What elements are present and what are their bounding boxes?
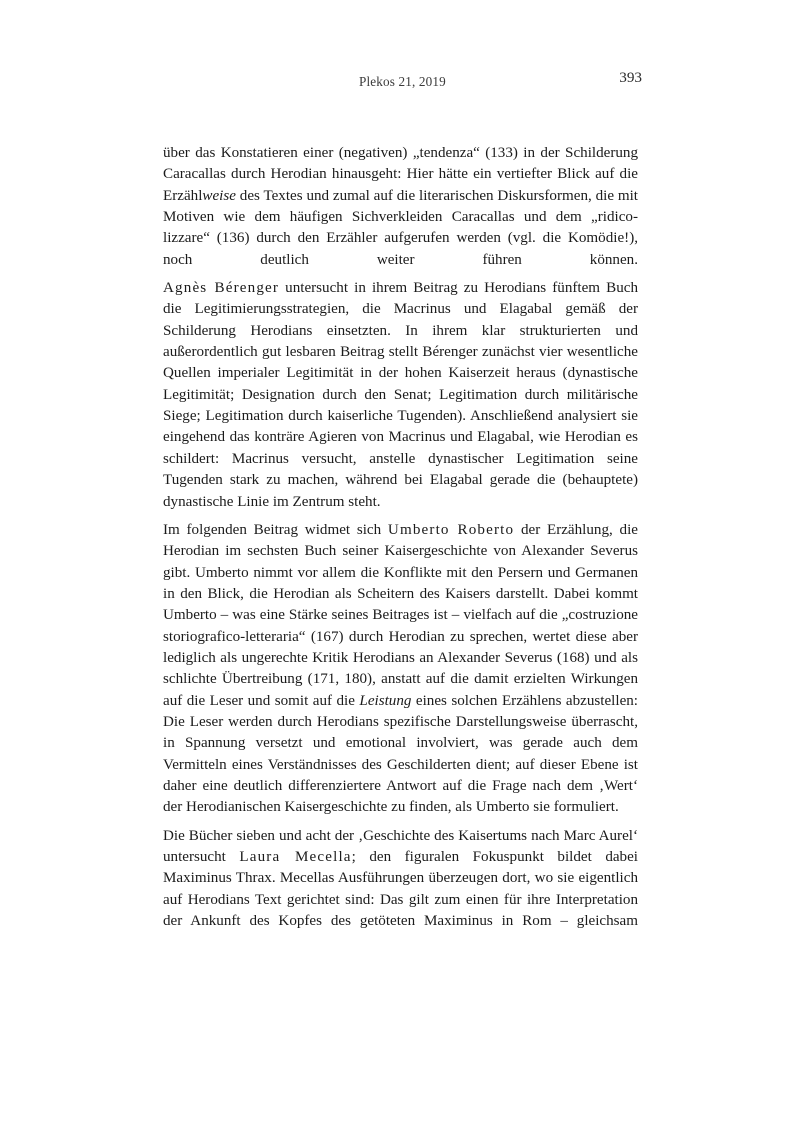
running-head — [163, 69, 642, 94]
paragraph: über das Konstatieren einer (negativen) „tendenza“ (133) in der Schilderung Caracallas durch Herodian hinausgeht: Hier hätte ein vertiefter Blick auf die Erzählweise des Textes und zumal auf die literarischen Diskursformen, die mit Motiven wie dem häufigen Sichverkleiden Caracallas und dem „ridico-lizzare“ (136) durch den Erzähler aufgerufen werden (vgl. die Komödie!), noch deutlich weiter führen können. — [163, 145, 638, 268]
running-head-journal: Plekos 21, 2019 — [359, 74, 446, 89]
body-text-block — [163, 143, 638, 932]
page-number: 393 — [619, 69, 642, 86]
paragraph: Agnès Bérenger untersucht in ihrem Beitrag zu Herodians fünftem Buch die Legitimierungsstrategien, die Macrinus und Elagabal gemäß der Schilderung Herodians einsetzten. In ihrem klar strukturierten und außerordentlich gut lesbaren Beitrag stellt Bérenger zunächst vier wesentliche Quellen imperialer Legitimität in der hohen Kaiserzeit heraus (dynastische Legitimität; Designation durch den Senat; Legitimation durch militärische Siege; Legitimation durch kaiserliche Tugenden). Anschließend analysiert sie eingehend das konträre Agieren von Macrinus und Elagabal, wie Herodian es schildert: Macrinus versucht, anstelle dynastischer Legitimation seine Tugenden stark zu machen, während bei Elagabal gerade die (behauptete) dynastische Linie im Zentrum steht. — [163, 280, 638, 510]
paragraph: Die Bücher sieben und acht der ‚Geschichte des Kaisertums nach Marc Aurel‘ untersucht Laura Mecella; den figuralen Fokuspunkt bildet dabei Maximinus Thrax. Mecellas Ausführungen überzeugen dort, wo sie eigentlich auf Herodians Text gerichtet sind: Das gilt zum einen für ihre Interpretation der Ankunft des Kopfes des getöteten Maximinus in Rom – gleichsam — [163, 827, 638, 930]
paragraph: Im folgenden Beitrag widmet sich Umberto Roberto der Erzählung, die Herodian im sechsten Buch seiner Kaisergeschichte von Alexander Severus gibt. Umberto nimmt vor allem die Konflikte mit den Persern und Germanen in den Blick, die Herodian als Scheitern des Kaisers darstellt. Dabei kommt Umberto – was eine Stärke seines Beitrages ist – vielfach auf die „costruzione storiografico-letteraria“ (167) durch Herodian zu sprechen, wertet diese aber lediglich als ungerechte Kritik Herodians an Alexander Severus (168) und als schlichte Übertreibung (171, 180), anstatt auf die damit erzielten Wirkungen auf die Leser und somit auf die Leistung eines solchen Erzählens abzustellen: Die Leser werden durch Herodians spezifische Darstellungsweise überrascht, in Spannung versetzt und emotional involviert, was gerade auch dem Vermitteln eines Verständnisses des Geschilderten dient; auf dieser Ebene ist daher eine deutlich differenziertere Antwort auf die Frage nach dem ‚Wert‘ der Herodianischen Kaisergeschichte zu finden, als Umberto sie formuliert. — [163, 521, 639, 816]
